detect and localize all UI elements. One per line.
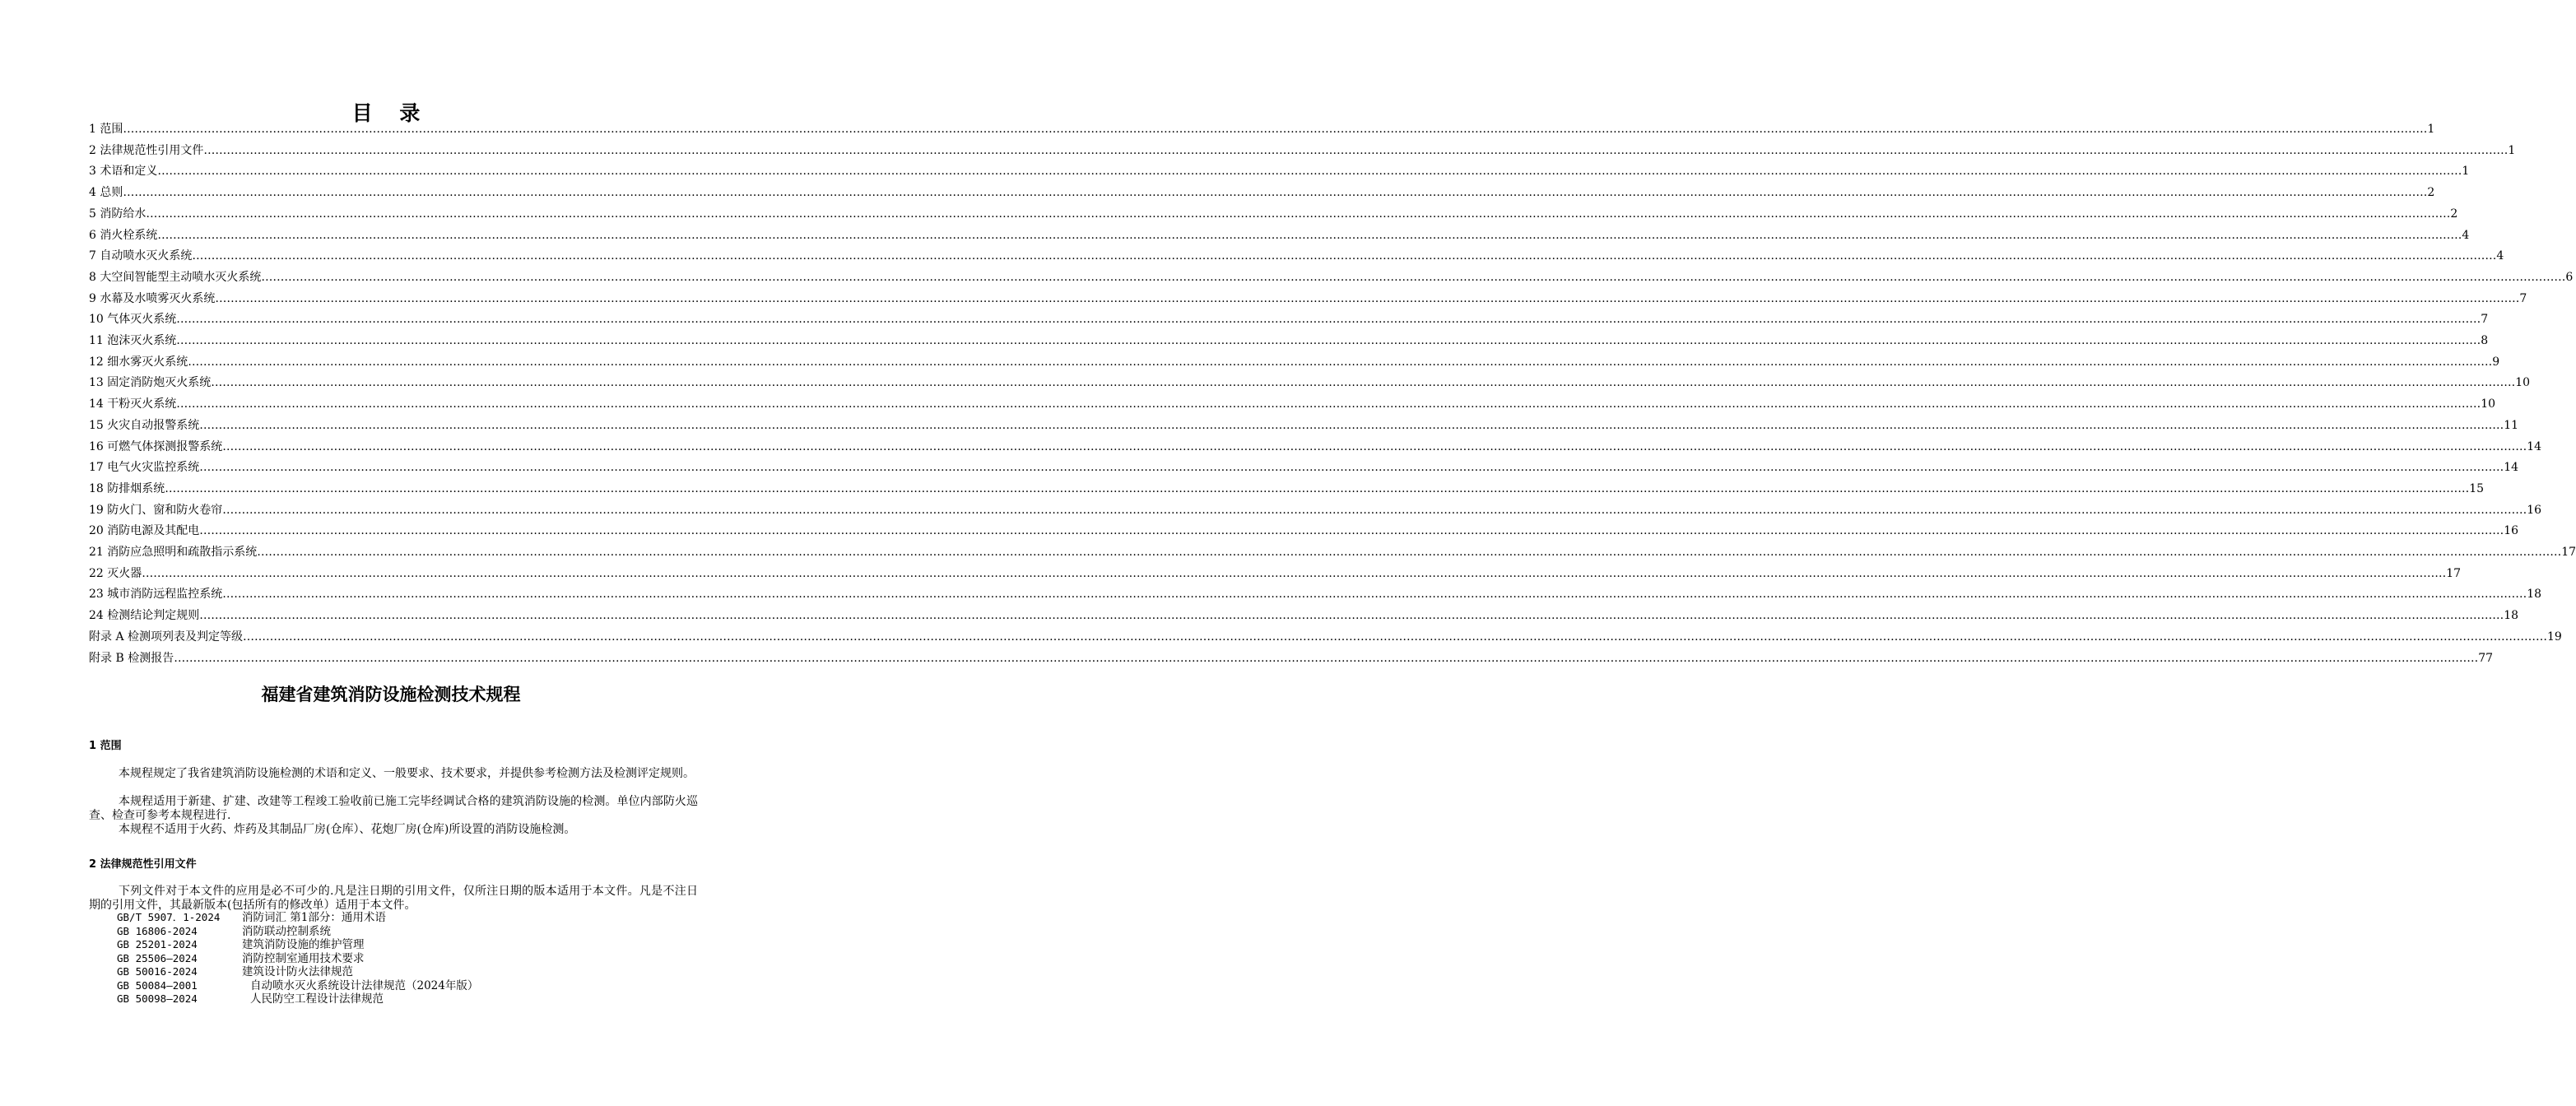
toc-entry-page: 11 bbox=[2504, 418, 2519, 432]
toc-entry-page: 16 bbox=[2504, 524, 2519, 538]
toc-leader-dots: …………………………………………………………………………………………………………………………………………………………………………………………………………………………………………………………………………………………………………………………………………………………………………………………………………………………………………………………………………………………………………………………………………………… bbox=[203, 143, 2509, 157]
toc-entry[interactable] bbox=[89, 564, 2462, 583]
reference-item bbox=[117, 979, 478, 992]
scope-paragraph: 本规程适用于新建、扩建、改建等工程竣工验收前已施工完毕经调试合格的建筑消防设施的检测。单位内部防火巡查、检查可参考本规程进行. bbox=[89, 795, 698, 822]
toc-entry-page: 7 bbox=[2481, 313, 2489, 327]
toc-entry-label: 3 术语和定义 bbox=[89, 165, 158, 179]
reference-code: GB 50098—2024 bbox=[117, 992, 198, 1005]
toc-entry-page: 19 bbox=[2547, 630, 2562, 644]
toc-entry-page: 18 bbox=[2527, 588, 2542, 602]
toc-entry[interactable] bbox=[89, 416, 2519, 435]
toc-entry[interactable] bbox=[89, 606, 2519, 625]
toc-leader-dots: …………………………………………………………………………………………………………………………………………………………………………………………………………………………………………………………………………………………………………………………………………………………………………………………………………………………………………………………………………………………………………………………………………………… bbox=[222, 588, 2527, 602]
section-heading-references: 2 法律规范性引用文件 bbox=[89, 858, 197, 871]
toc-entry[interactable] bbox=[89, 352, 2500, 372]
toc-entry-page: 8 bbox=[2481, 334, 2489, 347]
reference-item bbox=[117, 965, 353, 978]
toc-entry[interactable] bbox=[89, 394, 2496, 414]
reference-item bbox=[117, 952, 365, 965]
toc-leader-dots: …………………………………………………………………………………………………………………………………………………………………………………………………………………………………………………………………………………………………………………………………………………………………………………………………………………………………………………………………………………………………………………………………………………… bbox=[257, 546, 2562, 559]
toc-entry[interactable] bbox=[89, 141, 2516, 160]
toc-leader-dots: …………………………………………………………………………………………………………………………………………………………………………………………………………………………………………………………………………………………………………………………………………………………………………………………………………………………………………………………………………………………………………………………………………………… bbox=[199, 524, 2504, 538]
toc-entry-page: 9 bbox=[2492, 355, 2500, 369]
toc-entry-page: 17 bbox=[2561, 546, 2576, 559]
toc-entry[interactable] bbox=[89, 521, 2519, 541]
toc-entry[interactable] bbox=[89, 289, 2527, 309]
reference-code: GB 25201-2024 bbox=[117, 938, 198, 950]
toc-entry[interactable] bbox=[89, 119, 2435, 139]
reference-code: GB 25506—2024 bbox=[117, 951, 198, 964]
reference-title: 消防联动控制系统 bbox=[242, 924, 331, 938]
toc-entry-label: 10 气体灭火系统 bbox=[89, 313, 177, 327]
toc-entry-page: 4 bbox=[2462, 228, 2470, 242]
toc-entry-page: 10 bbox=[2515, 376, 2531, 390]
toc-entry[interactable] bbox=[89, 373, 2531, 393]
toc-entry-label: 9 水幕及水喷雾灭火系统 bbox=[89, 291, 216, 305]
toc-leader-dots: …………………………………………………………………………………………………………………………………………………………………………………………………………………………………………………………………………………………………………………………………………………………………………………………………………………………………………………………………………………………………………………………………………………… bbox=[123, 186, 2428, 200]
toc-leader-dots: …………………………………………………………………………………………………………………………………………………………………………………………………………………………………………………………………………………………………………………………………………………………………………………………………………………………………………………………………………………………………………………………………………………… bbox=[142, 566, 2447, 580]
toc-entry-page: 2 bbox=[2450, 207, 2458, 221]
toc-leader-dots: …………………………………………………………………………………………………………………………………………………………………………………………………………………………………………………………………………………………………………………………………………………………………………………………………………………………………………………………………………………………………………………………………………………… bbox=[222, 439, 2527, 453]
toc-entry-label: 1 范围 bbox=[89, 123, 123, 136]
toc-entry-label: 16 可燃气体探测报警系统 bbox=[89, 439, 223, 453]
toc-leader-dots: …………………………………………………………………………………………………………………………………………………………………………………………………………………………………………………………………………………………………………………………………………………………………………………………………………………………………………………………………………………………………………………………………………………… bbox=[192, 249, 2497, 263]
toc-entry-page: 14 bbox=[2504, 461, 2519, 475]
section-heading-scope: 1 范围 bbox=[89, 740, 122, 752]
toc-entry[interactable] bbox=[89, 500, 2542, 520]
toc-leader-dots: …………………………………………………………………………………………………………………………………………………………………………………………………………………………………………………………………………………………………………………………………………………………………………………………………………………………………………………………………………………………………………………………………………………… bbox=[199, 609, 2504, 623]
toc-entry-label: 12 细水雾灭火系统 bbox=[89, 355, 188, 369]
toc-leader-dots: …………………………………………………………………………………………………………………………………………………………………………………………………………………………………………………………………………………………………………………………………………………………………………………………………………………………………………………………………………………………………………………………………………………… bbox=[261, 270, 2566, 284]
toc-entry[interactable] bbox=[89, 437, 2542, 457]
toc-leader-dots: …………………………………………………………………………………………………………………………………………………………………………………………………………………………………………………………………………………………………………………………………………………………………………………………………………………………………………………………………………………………………………………………………………………… bbox=[174, 651, 2479, 665]
toc-leader-dots: …………………………………………………………………………………………………………………………………………………………………………………………………………………………………………………………………………………………………………………………………………………………………………………………………………………………………………………………………………………………………………………………………………………… bbox=[165, 481, 2470, 495]
toc-entry-label: 7 自动喷水灭火系统 bbox=[89, 249, 193, 263]
toc-leader-dots: …………………………………………………………………………………………………………………………………………………………………………………………………………………………………………………………………………………………………………………………………………………………………………………………………………………………………………………………………………………………………………………………………………………… bbox=[188, 355, 2493, 369]
toc-entry-label: 21 消防应急照明和疏散指示系统 bbox=[89, 546, 258, 559]
references-intro: 下列文件对于本文件的应用是必不可少的.凡是注日期的引用文件，仅所注日期的版本适用于本文件。凡是不注日期的引用文件，其最新版本(包括所有的修改单）适用于本文件。 bbox=[89, 885, 698, 912]
toc-entry[interactable] bbox=[89, 161, 2470, 181]
toc-leader-dots: …………………………………………………………………………………………………………………………………………………………………………………………………………………………………………………………………………………………………………………………………………………………………………………………………………………………………………………………………………………………………………………………………………………… bbox=[199, 461, 2504, 475]
toc-entry-page: 2 bbox=[2427, 186, 2435, 200]
toc-entry[interactable] bbox=[89, 542, 2576, 562]
reference-item bbox=[117, 938, 365, 951]
toc-leader-dots: …………………………………………………………………………………………………………………………………………………………………………………………………………………………………………………………………………………………………………………………………………………………………………………………………………………………………………………………………………………………………………………………………………………… bbox=[211, 376, 2516, 390]
toc-leader-dots: …………………………………………………………………………………………………………………………………………………………………………………………………………………………………………………………………………………………………………………………………………………………………………………………………………………………………………………………………………………………………………………………………………………… bbox=[243, 630, 2548, 644]
reference-code: GB 50084—2001 bbox=[117, 978, 198, 992]
toc-entry-label: 8 大空间智能型主动喷水灭火系统 bbox=[89, 270, 262, 284]
toc-title: 目 录 bbox=[351, 101, 430, 125]
toc-leader-dots: …………………………………………………………………………………………………………………………………………………………………………………………………………………………………………………………………………………………………………………………………………………………………………………………………………………………………………………………………………………………………………………………………………………… bbox=[123, 123, 2428, 136]
toc-entry-page: 1 bbox=[2427, 123, 2435, 136]
toc-leader-dots: …………………………………………………………………………………………………………………………………………………………………………………………………………………………………………………………………………………………………………………………………………………………………………………………………………………………………………………………………………………………………………………………………………………… bbox=[157, 228, 2462, 242]
reference-item bbox=[117, 992, 384, 1006]
toc-entry-label: 23 城市消防远程监控系统 bbox=[89, 588, 223, 602]
reference-title: 自动喷水灭火系统设计法律规范（2024年版） bbox=[250, 978, 479, 992]
toc-leader-dots: …………………………………………………………………………………………………………………………………………………………………………………………………………………………………………………………………………………………………………………………………………………………………………………………………………………………………………………………………………………………………………………………………………………… bbox=[176, 334, 2481, 347]
toc-entry-label: 14 干粉灭火系统 bbox=[89, 397, 177, 411]
reference-title: 人民防空工程设计法律规范 bbox=[250, 992, 384, 1006]
toc-entry-page: 4 bbox=[2496, 249, 2504, 263]
toc-entry-page: 6 bbox=[2565, 270, 2574, 284]
toc-entry-label: 6 消火栓系统 bbox=[89, 228, 158, 242]
scope-paragraph: 本规程不适用于火药、炸药及其制品厂房(仓库）、花炮厂房(仓库)所设置的消防设施检测。 bbox=[119, 823, 576, 836]
reference-code: GB 16806-2024 bbox=[117, 924, 198, 937]
toc-entry-page: 14 bbox=[2527, 439, 2542, 453]
toc-entry-label: 18 防排烟系统 bbox=[89, 481, 165, 495]
toc-entry[interactable] bbox=[89, 183, 2435, 202]
toc-entry-page: 77 bbox=[2478, 651, 2494, 665]
toc-entry-label: 15 火灾自动报警系统 bbox=[89, 418, 200, 432]
reference-code: GB 50016-2024 bbox=[117, 965, 198, 978]
toc-entry-label: 5 消防给水 bbox=[89, 207, 146, 221]
toc-leader-dots: …………………………………………………………………………………………………………………………………………………………………………………………………………………………………………………………………………………………………………………………………………………………………………………………………………………………………………………………………………………………………………………………………………………… bbox=[215, 291, 2520, 305]
toc-entry-label: 20 消防电源及其配电 bbox=[89, 524, 200, 538]
toc-entry-label: 4 总则 bbox=[89, 186, 123, 200]
toc-entry-page: 7 bbox=[2519, 291, 2527, 305]
toc-entry-label: 17 电气火灾监控系统 bbox=[89, 461, 200, 475]
reference-item bbox=[117, 925, 331, 938]
toc-entry-page: 15 bbox=[2469, 481, 2485, 495]
toc-leader-dots: …………………………………………………………………………………………………………………………………………………………………………………………………………………………………………………………………………………………………………………………………………………………………………………………………………………………………………………………………………………………………………………………………………………… bbox=[176, 397, 2481, 411]
toc-entry-page: 1 bbox=[2462, 165, 2470, 179]
toc-entry-page: 17 bbox=[2446, 566, 2462, 580]
toc-leader-dots: …………………………………………………………………………………………………………………………………………………………………………………………………………………………………………………………………………………………………………………………………………………………………………………………………………………………………………………………………………………………………………………………………………………… bbox=[222, 503, 2527, 517]
toc-leader-dots: …………………………………………………………………………………………………………………………………………………………………………………………………………………………………………………………………………………………………………………………………………………………………………………………………………………………………………………………………………………………………………………………………………………… bbox=[199, 418, 2504, 432]
toc-entry-page: 16 bbox=[2527, 503, 2542, 517]
toc-entry[interactable] bbox=[89, 479, 2485, 499]
toc-entry[interactable] bbox=[89, 331, 2489, 351]
toc-leader-dots: …………………………………………………………………………………………………………………………………………………………………………………………………………………………………………………………………………………………………………………………………………………………………………………………………………………………………………………………………………………………………………………………………………………… bbox=[176, 313, 2481, 327]
toc-entry-label: 11 泡沫灭火系统 bbox=[89, 334, 177, 347]
reference-title: 消防词汇 第1部分：通用术语 bbox=[242, 911, 386, 924]
toc-leader-dots: …………………………………………………………………………………………………………………………………………………………………………………………………………………………………………………………………………………………………………………………………………………………………………………………………………………………………………………………………………………………………………………………………………………… bbox=[157, 165, 2462, 179]
toc-entry-label: 22 灭火器 bbox=[89, 566, 142, 580]
toc-entry-label: 附录 B 检测报告 bbox=[89, 651, 174, 665]
toc-entry-page: 10 bbox=[2481, 397, 2496, 411]
toc-entry-page: 1 bbox=[2508, 143, 2516, 157]
toc-entry[interactable] bbox=[89, 246, 2504, 266]
toc-entry[interactable] bbox=[89, 648, 2494, 668]
toc-entry-page: 18 bbox=[2504, 609, 2519, 623]
toc-entry[interactable] bbox=[89, 627, 2562, 647]
toc-entry[interactable] bbox=[89, 458, 2519, 477]
toc-entry-label: 附录 A 检测项列表及判定等级 bbox=[89, 630, 244, 644]
toc-entry[interactable] bbox=[89, 584, 2542, 604]
toc-entry[interactable] bbox=[89, 267, 2574, 287]
toc-entry[interactable] bbox=[89, 204, 2458, 224]
scope-paragraph: 本规程规定了我省建筑消防设施检测的术语和定义、一般要求、技术要求，并提供参考检测方法及检测评定规则。 bbox=[119, 767, 695, 780]
toc-entry-label: 19 防火门、窗和防火卷帘 bbox=[89, 503, 223, 517]
toc-entry[interactable] bbox=[89, 309, 2489, 329]
document-title: 福建省建筑消防设施检测技术规程 bbox=[261, 685, 521, 704]
reference-code: GB/T 5907．1-2024 bbox=[117, 911, 221, 923]
toc-leader-dots: …………………………………………………………………………………………………………………………………………………………………………………………………………………………………………………………………………………………………………………………………………………………………………………………………………………………………………………………………………………………………………………………………………………… bbox=[146, 207, 2451, 221]
reference-title: 建筑设计防火法律规范 bbox=[242, 965, 353, 978]
toc-entry[interactable] bbox=[89, 225, 2470, 245]
reference-title: 建筑消防设施的维护管理 bbox=[242, 938, 365, 951]
toc-entry-label: 2 法律规范性引用文件 bbox=[89, 143, 204, 157]
toc-entry-label: 13 固定消防炮灭火系统 bbox=[89, 376, 212, 390]
reference-item bbox=[117, 911, 386, 924]
toc-entry-label: 24 检测结论判定规则 bbox=[89, 609, 200, 623]
reference-title: 消防控制室通用技术要求 bbox=[242, 951, 365, 965]
